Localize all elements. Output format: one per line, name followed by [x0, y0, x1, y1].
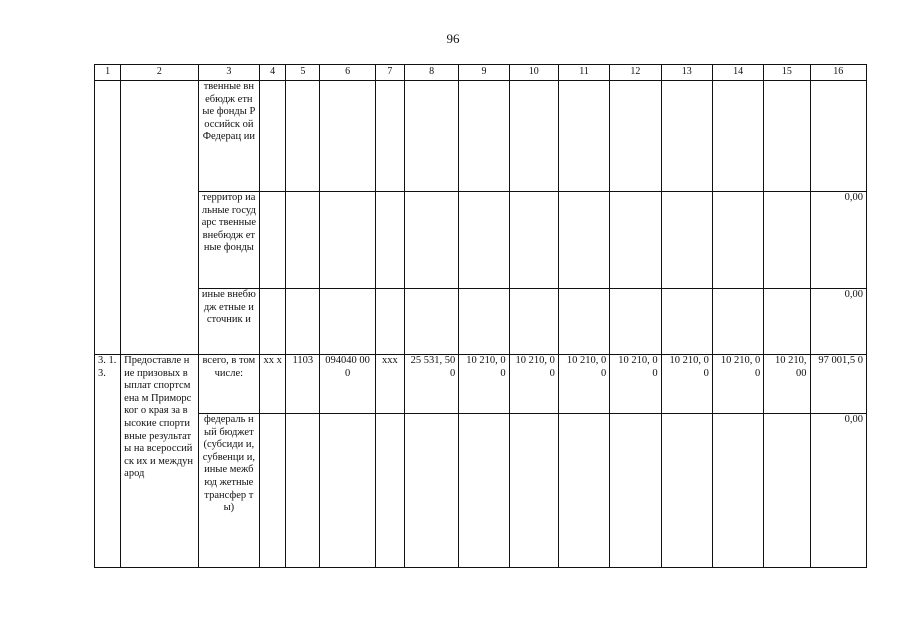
code-cell: хх х: [260, 355, 286, 414]
table-cell: [558, 289, 609, 355]
table-cell: [712, 414, 763, 568]
table-cell: [712, 289, 763, 355]
table-cell: [509, 81, 558, 192]
table-cell: [610, 414, 661, 568]
table-cell: [509, 192, 558, 289]
budget-table: [94, 64, 867, 568]
table-cell: [558, 81, 609, 192]
table-cell: [375, 414, 404, 568]
table-cell: [404, 192, 458, 289]
column-header: 14: [712, 65, 763, 81]
table-cell: [661, 192, 712, 289]
table-cell: [95, 81, 121, 355]
amount-cell: 10 210, 00: [558, 355, 609, 414]
table-row: [95, 289, 867, 355]
table-cell: [286, 289, 320, 355]
source-cell: федераль ный бюджет (субсиди и, субвенци и, иные межбюд жетные трансфер ты): [198, 414, 259, 568]
column-header: 10: [509, 65, 558, 81]
amount-cell: 10 210, 00: [459, 355, 509, 414]
table-cell: [459, 192, 509, 289]
amount-cell: 10 210, 00: [661, 355, 712, 414]
table-cell: [320, 289, 375, 355]
table-cell: [260, 81, 286, 192]
column-header: 3: [198, 65, 259, 81]
column-header: 8: [404, 65, 458, 81]
column-header: 1: [95, 65, 121, 81]
table-cell: [260, 289, 286, 355]
column-header: 9: [459, 65, 509, 81]
source-cell: твенные внебюдж етные фонды Российск ой Федерац ии: [198, 81, 259, 192]
amount-cell: 10 210, 00: [712, 355, 763, 414]
table-cell: [404, 414, 458, 568]
amount-cell: 25 531, 500: [404, 355, 458, 414]
column-header: 5: [286, 65, 320, 81]
table-cell: [459, 81, 509, 192]
table-cell: [661, 289, 712, 355]
item-number-cell: 3. 1. 3.: [95, 355, 121, 568]
table-cell: [610, 81, 661, 192]
item-name-cell: Предоставле ние призовых выплат спортсмена м Приморског о края за высокие спортивные результаты на всероссийск их и международ: [121, 355, 199, 568]
source-cell: территор иальные государс твенные внебюдж етные фонды: [198, 192, 259, 289]
table-cell: [610, 192, 661, 289]
table-cell: [764, 414, 810, 568]
table-cell: [260, 414, 286, 568]
table-cell: [558, 414, 609, 568]
table-row: [95, 355, 867, 414]
table-cell: [509, 289, 558, 355]
table-cell: [375, 81, 404, 192]
table-cell: [509, 414, 558, 568]
table-cell: [558, 192, 609, 289]
table-cell: [286, 414, 320, 568]
table-cell: [712, 192, 763, 289]
table-cell: [610, 289, 661, 355]
table-cell: [320, 81, 375, 192]
source-cell: иные внебюдж етные источник и: [198, 289, 259, 355]
table-cell: [712, 81, 763, 192]
table-cell: [764, 81, 810, 192]
code-cell: 094040 000: [320, 355, 375, 414]
amount-cell: 10 210, 00: [764, 355, 810, 414]
column-header: 16: [810, 65, 866, 81]
table-cell: [459, 414, 509, 568]
table-cell: [121, 81, 199, 355]
column-header: 4: [260, 65, 286, 81]
table-cell: [320, 414, 375, 568]
header-row: [95, 65, 867, 81]
column-header: 13: [661, 65, 712, 81]
code-cell: ххх: [375, 355, 404, 414]
column-header: 7: [375, 65, 404, 81]
table-cell: [260, 192, 286, 289]
column-header: 15: [764, 65, 810, 81]
total-cell: 0,00: [810, 414, 866, 568]
table-cell: [286, 192, 320, 289]
table-row: [95, 414, 867, 568]
table-cell: [375, 289, 404, 355]
page-number: 96: [446, 31, 460, 46]
code-cell: 1103: [286, 355, 320, 414]
column-header: 6: [320, 65, 375, 81]
table-cell: [764, 192, 810, 289]
table-cell: [810, 81, 866, 192]
total-cell: 0,00: [810, 192, 866, 289]
table-cell: [320, 192, 375, 289]
table-cell: [459, 289, 509, 355]
table-cell: [375, 192, 404, 289]
table-cell: [661, 414, 712, 568]
table-cell: [661, 81, 712, 192]
amount-cell: 10 210, 00: [509, 355, 558, 414]
column-header: 11: [558, 65, 609, 81]
table-row: [95, 81, 867, 192]
table-cell: [286, 81, 320, 192]
total-cell: 0,00: [810, 289, 866, 355]
table-cell: [764, 289, 810, 355]
table-cell: [404, 81, 458, 192]
total-cell: 97 001,5 0: [810, 355, 866, 414]
amount-cell: 10 210, 00: [610, 355, 661, 414]
source-cell: всего, в том числе:: [198, 355, 259, 414]
column-header: 12: [610, 65, 661, 81]
table-row: [95, 192, 867, 289]
table-cell: [404, 289, 458, 355]
column-header: 2: [121, 65, 199, 81]
